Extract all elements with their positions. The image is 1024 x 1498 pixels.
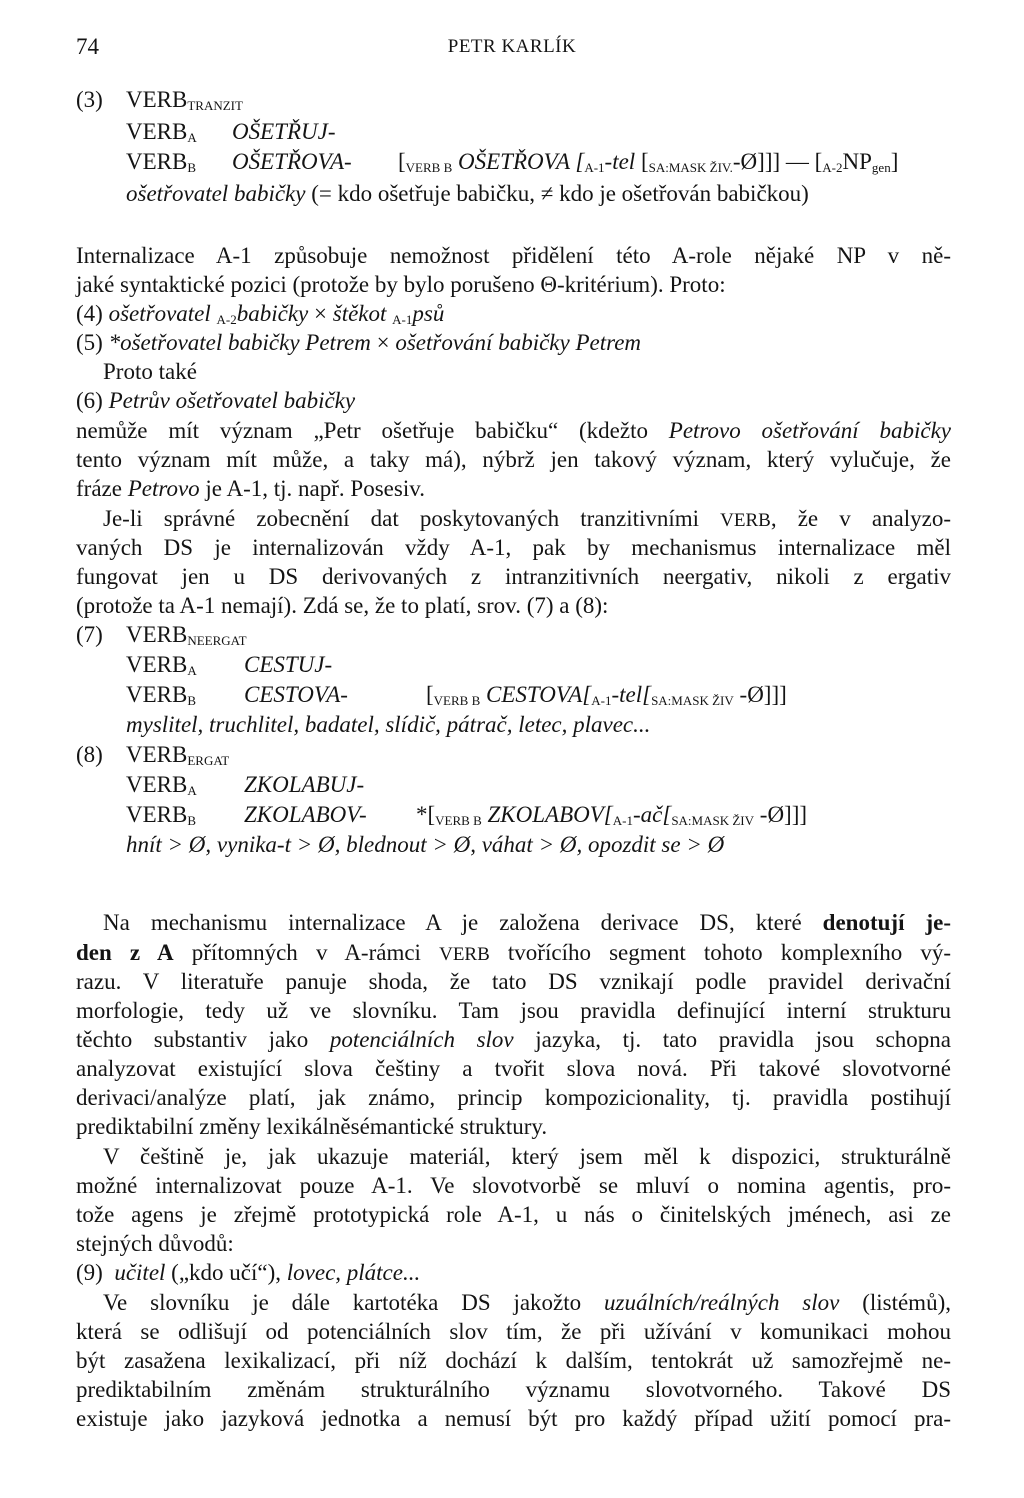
paragraph-line: derivaci/analýze platí, jak známo, princip kompozicionality, tj. pravidla postihují	[76, 1085, 951, 1110]
paragraph-line: těchto substantiv jako potenciálních slov jazyka, tj. tato pravidla jsou schopna	[76, 1027, 951, 1052]
paragraph-line: která se odlišují od potenciálních slov tím, že při užívání v komunikaci mohou	[76, 1319, 951, 1344]
paragraph-line: morfologie, tedy už ve slovníku. Tam jsou pravidla definující interní strukturu	[76, 998, 951, 1023]
example-gloss: ošetřovatel babičky (= kdo ošetřuje babičku, ≠ kdo je ošetřován babičkou)	[126, 181, 809, 206]
verb-b-stem: OŠETŘOVA-	[232, 149, 352, 174]
paragraph-line: prediktabilní změny lexikálněsémantické struktury.	[76, 1114, 548, 1139]
verb-b-label: $VERB_B$	[126, 682, 197, 708]
paragraph-line: nemůže mít význam „Petr ošetřuje babičku“ (kdežto Petrovo ošetřování babičky	[76, 418, 951, 443]
paragraph-line: razu. V literatuře panuje shoda, že tato DS vznikají podle pravidel derivační	[76, 969, 951, 994]
paragraph-line: analyzovat existující slova češtiny a tvořit slova nová. Při takové slovotvorné	[76, 1056, 951, 1081]
paragraph-line: V češtině je, jak ukazuje materiál, který jsem měl k dispozici, strukturálně	[103, 1144, 951, 1169]
paragraph-line: stejných důvodů:	[76, 1231, 234, 1256]
verb-b-stem: ZKOLABOV-	[244, 802, 367, 827]
paragraph-line: Proto také	[103, 359, 197, 384]
verb-a-label: $VERB_A$	[126, 119, 197, 145]
paragraph-line: fungovat jen u DS derivovaných z intranzitivních neergativ, nikoli z ergativ	[76, 564, 951, 589]
example-list: myslitel, truchlitel, badatel, slídič, pátrač, letec, plavec...	[126, 712, 651, 737]
example-6: (6) Petrův ošetřovatel babičky	[76, 388, 356, 413]
paragraph-line: prediktabilním změnám strukturálního významu slovotvorného. Takové DS	[76, 1377, 951, 1402]
paragraph-line: vaných DS je internalizován vždy A-1, pak by mechanismus internalizace měl	[76, 535, 951, 560]
page-header	[0, 34, 1024, 64]
running-head: PETR KARLÍK	[447, 36, 577, 57]
example-4: (4) ošetřovatel $_{A-2}$babičky × štěkot $_{A-1}$psů	[76, 301, 445, 327]
paragraph-line: Internalizace A-1 způsobuje nemožnost přidělení této A-role nějaké NP v ně-	[76, 243, 951, 268]
verb-a-stem: OŠETŘUJ-	[232, 119, 336, 144]
structure-formula: [$_{VERB B}$ OŠETŘOVA [$_{A-1}$-tel $[_{SA:MASK ŽIV.}-Ø]$]] — $[_{A-2}NP_{gen}]$	[398, 149, 899, 175]
verb-b-stem: CESTOVA-	[244, 682, 348, 707]
verb-a-stem: ZKOLABUJ-	[244, 772, 365, 797]
paragraph-line: existuje jako jazyková jednotka a nemusí být pro každý případ užití pomocí pra-	[76, 1406, 951, 1431]
paragraph-line: fráze Petrovo je A-1, tj. např. Posesiv.	[76, 476, 425, 501]
paragraph-line: den z A přítomných v A-rámci VERB tvořícího segment tohoto komplexního vý-	[76, 940, 951, 965]
verb-label: $VERB_{ERGAT}$	[126, 742, 230, 768]
verb-b-label: $VERB_B$	[126, 149, 197, 175]
paragraph-line: (protože ta A-1 nemají). Zdá se, že to platí, srov. (7) a (8):	[76, 593, 609, 618]
paragraph-line: být zasažena lexikalizací, při níž dochází k dalším, tentokrát už samozřejmě ne-	[76, 1348, 951, 1373]
example-list: hnít > Ø, vynika-t > Ø, blednout > Ø, váhat > Ø, opozdit se > Ø	[126, 832, 725, 857]
structure-formula: [$_{VERB B}$ $CESTOVA[_{A-1}-tel[_{SA:MASK ŽIV}$ -Ø]]]	[426, 682, 787, 708]
verb-b-label: $VERB_B$	[126, 802, 197, 828]
page-number: 74	[76, 34, 99, 59]
verb-label: $VERB_{TRANZIT}$	[126, 87, 243, 113]
verb-a-label: $VERB_A$	[126, 772, 197, 798]
example-5: (5) *ošetřovatel babičky Petrem × ošetřování babičky Petrem	[76, 330, 642, 355]
paragraph-line: Na mechanismu internalizace A je založena derivace DS, které denotují je-	[103, 910, 951, 935]
paragraph-line: tento význam mít může, a taky má), nýbrž jen takový význam, který vylučuje, že	[76, 447, 951, 472]
paragraph-line: Je-li správné zobecnění dat poskytovaných tranzitivními VERB, že v analyzo-	[103, 506, 952, 531]
paragraph-line: možné internalizovat pouze A-1. Ve slovotvorbě se mluví o nomina agentis, pro-	[76, 1173, 951, 1198]
example-number: (7)	[76, 622, 103, 647]
example-number: (8)	[76, 742, 103, 767]
example-9: (9) učitel („kdo učí“), lovec, plátce...	[76, 1260, 421, 1285]
paragraph-line: jaké syntaktické pozici (protože by bylo porušeno Θ-kritérium). Proto:	[76, 272, 726, 297]
example-number: (3)	[76, 87, 103, 112]
verb-a-stem: CESTUJ-	[244, 652, 333, 677]
verb-a-label: $VERB_A$	[126, 652, 197, 678]
paragraph-line: tože agens je zřejmě prototypická role A-1, u nás o činitelských jménech, asi ze	[76, 1202, 951, 1227]
verb-label: $VERB_{NEERGAT}$	[126, 622, 247, 648]
paragraph-line: Ve slovníku je dále kartotéka DS jakožto uzuálních/reálných slov (listémů),	[103, 1290, 951, 1315]
structure-formula: $*[_{VERB B}$ $ZKOLABOV[_{A-1}-ač[_{SA:MASK ŽIV}$ -Ø]]]	[416, 802, 808, 828]
